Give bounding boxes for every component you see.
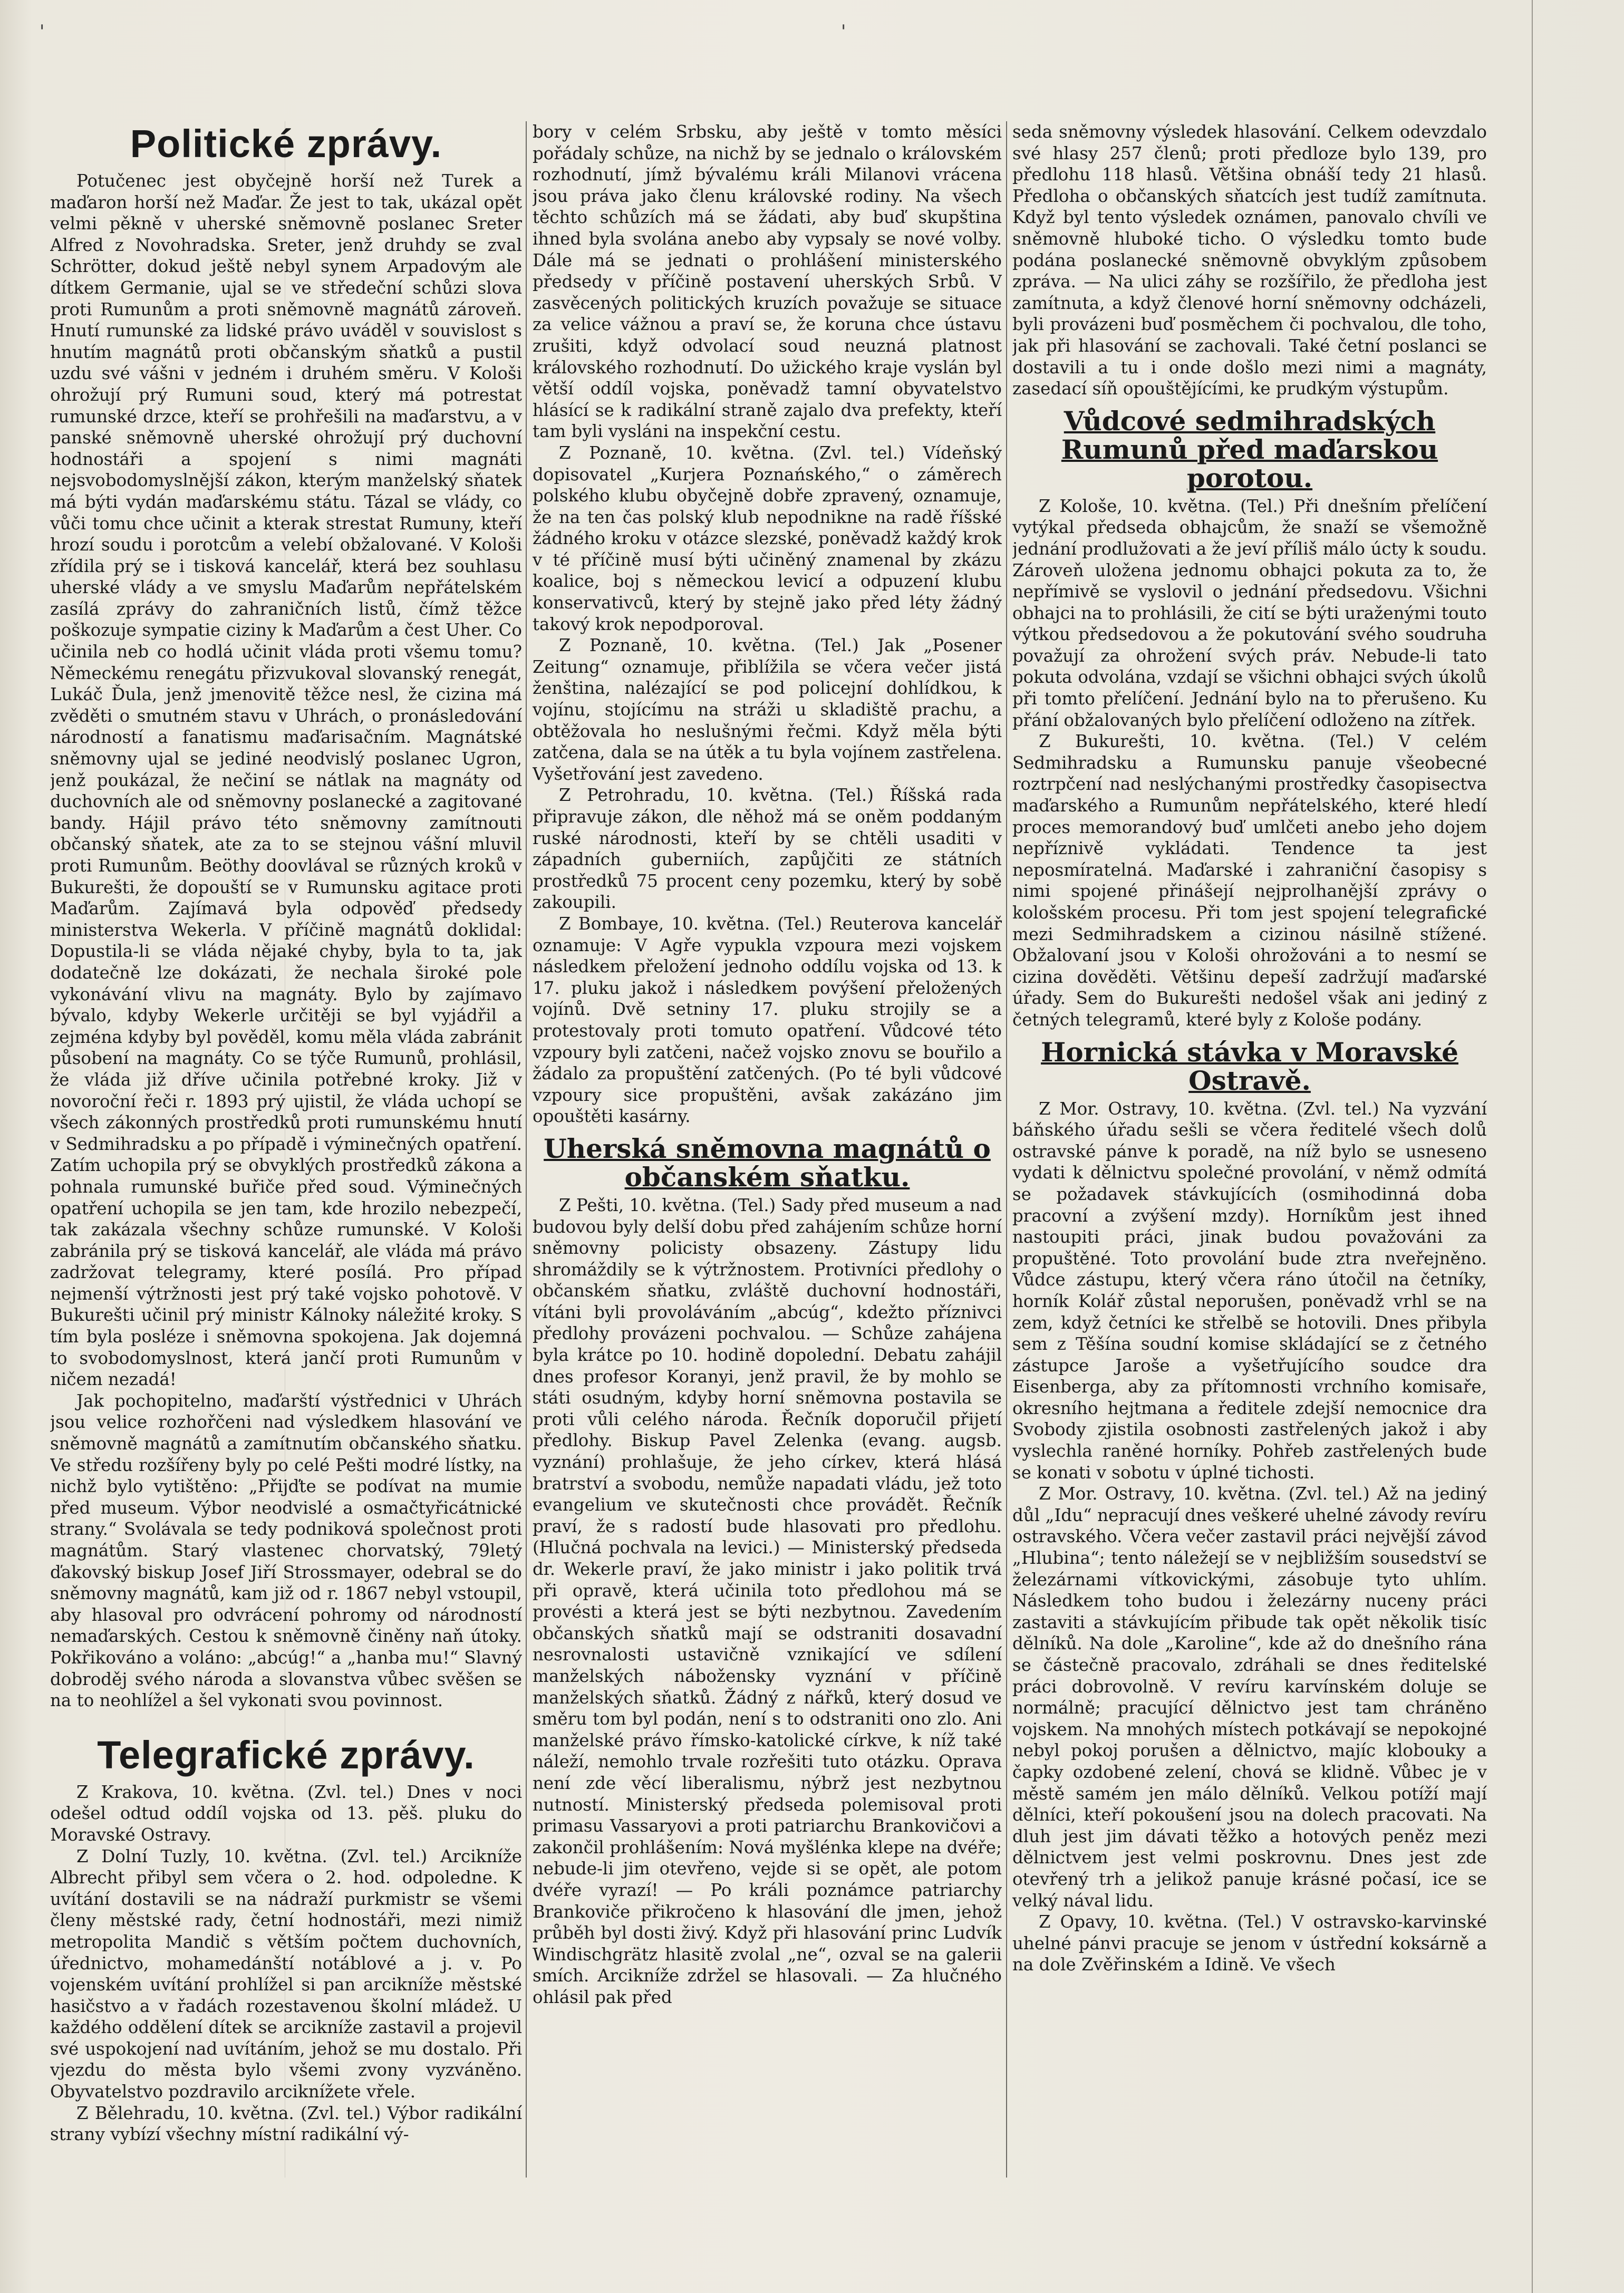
telegram-belehrad: Z Bělehradu, 10. května. (Zvl. tel.) Výbor radikální strany vybízí všechny místní radikální vý- [50,2103,522,2145]
telegram-ostrava-1: Z Mor. Ostravy, 10. května. (Zvl. tel.) Na vyzvání báňského úřadu sešli se včera ředitelé všech dolů ostravské pánve k poradě, na níž bylo se usneseno vydati k dělnictvu společné provolání, v němž odmítá se požadavek stávkujících (osmihodinná doba pracovní a zvýšení mzdy). Horníkům jest ihned nastoupiti práci, jinak budou považováni za propuštěné. Toto provolání bude ztra nveřejněno. Vůdce zástupu, který včera ráno útočil na četníky, horník Kolář zůstal neporušen, poněvadž vrhl se na zem, když četníci ke střelbě se hotovili. Dnes přibyla sem z Těšína soudní komise skládající se z četného zástupce Jaroše a vyšetřujícího soudce dra Eisenberga, aby za přítomnosti vrchního komisaře, okresního hejtmana a ředitele zdejší nemocnice dra Svobody zjistila osobnosti zastřelených jakož i aby vyslechla raněné horníky. Pohřeb zastřelených bude se konati v sobotu v úplné tichosti. [1012,1098,1487,1483]
telegram-tuzla: Z Dolní Tuzly, 10. května. (Zvl. tel.) Arcikníže Albrecht přibyl sem včera o 2. hod. odpoledne. K uvítání dostavili se na nádraží purkmistr se všemi členy městské rady, četní hodnostáři, mezi nimiž metropolita Mandič s větším počtem duchovních, úřednictvo, mohamedánští notáblové a j. v. Po vojenském uvítání prohlížel si pan arcikníže městské hasičstvo a v řadách rozestavenou školní mládež. U každého oddělení dítek se arcikníže zastavil a projevil své uspokojení nad uvítáním, jehož se mu dostalo. Při vjezdu do města bylo všemi zvony vyzváněno. Obyvatelstvo pozdravilo arciknížete vřele. [50,1846,522,2102]
telegram-bombay: Z Bombaye, 10. května. (Tel.) Reuterova kancelář oznamuje: V Agře vypukla vzpoura mezi vojskem následkem přeložení jednoho oddílu vojska od 13. k 17. pluku jakož i následkem povýšení přeložených vojínů. Dvě setniny 17. pluku strojily se a protestovaly proti tomuto opatření. Vůdcové této vzpoury byli zatčeni, načež vojsko znovu se bouřilo a žádalo za propuštění zatčených. (Po té byli vůdcové vzpoury sice propuštěni, avšak zakázáno jim opouštěti kasárny. [533,913,1002,1127]
top-mark: ' [841,21,846,42]
headline-magnates: Uherská sněmovna magnátů o občanském sňatku. [544,1133,991,1193]
telegram-bukurest: Z Bukurešti, 10. května. (Tel.) V celém Sedmihradsku a Rumunsku panuje všeobecné roztrpčení nad neslýchanými prostředky časopisectva maďarského a Rumunům nepřátelského, které hledí proces memorandový buď umlčeti anebo jeho dojem nepříznivě vykládati. Tendence ta jest neposmíratelná. Maďarské i zahraniční časopisy s nimi spojené přinášejí nejprolhanější zprávy o kološském procesu. Při tom jest spojení telegrafické mezi Sedmihradskem a cizinou násilně stížené. Obžalovaní jsou v Kološi ohrožováni a to nesmí se cizina dověděti. Většinu depeší zadržují maďarské úřady. Sem do Bukurešti nedošel však ani jediný z četných telegramů, které byly z Kološe podány. [1012,731,1487,1030]
column-2 [533,121,1002,2188]
telegram-krakov: Z Krakova, 10. května. (Zvl. tel.) Dnes v noci odešel odtud oddíl vojska od 13. pěš. pluku do Moravské Ostravy. [50,1782,522,1845]
column-1 [50,121,522,2188]
column-3 [1012,121,1487,2188]
section-title-political: Politické zprávy. [130,122,442,166]
article-paragraph: Jak pochopitelno, maďarští výstřednici v Uhrách jsou velice rozhořčeni nad výsledkem hlasování ve sněmovně magnátů a zamítnutím občanského sňatku. Ve středu rozšířeny byly po celé Pešti modré lístky, na nichž bylo vytištěno: „Přijďte se podívat na mumie před museum. Výbor neodvislé a osmačtyřicátnické strany.“ Svolávala se tedy podniková společnost proti magnátům. Starý vlastenec chorvatský, 79letý ďakovský biskup Josef Jiří Strossmayer, odebral se do sněmovny magnátů, kam již od r. 1867 nebyl vstoupil, aby hlasoval pro odvrácení pohromy od národností nemaďarských. Cestou k sněmovně činěny naň útoky. Pokřikováno a voláno: „abcúg!“ a „hanba mu!“ Slavný dobroděj svého národa a slovanstva vůbec svěšen se na to neohlížel a šel vykonati svou povinnost. [50,1390,522,1711]
headline-romanians: Vůdcové sedmihradských Rumunů před maďarskou porotou. [1061,405,1438,494]
telegram-ostrava-2: Z Mor. Ostravy, 10. května. (Zvl. tel.) Až na jediný důl „Idu“ nepracují dnes veškeré uhelné závody revíru ostravského. Včera večer zastavil práci nejvější závod „Hlubina“; tento náležejí se v nejbližším sousedství se železárnami vítkovickými, zásobuje tyto uhlím. Následkem toho budou i železárny nuceny práci zastaviti a stávkujícím přibude tak opět několik tisíc dělníků. Na dole „Karoline“, kde až do dnešního rána se částečně pracovalo, zdráhali se dnes ředitelské práci dobrovolně. V revíru karvínském doluje se normálně; pracující dělnictvo jest tam chráněno vojskem. Na mnohých místech potkávají se nepokojné nebyl pokoj porušen a dělnictvo, majíc klobouky a čapky ozdobené zelení, chová se klidně. Vůbec je v městě samém jen málo dělníků. Velkou potíží mají dělníci, kteří pokoušení jsou na dolech pracovati. Na dluh jest jim dávati těžko a hotových peněz mezi dělnictvem jest velmi poskrovnu. Dnes jest zde otevřený trh a jelikož panuje krásné počasí, ice se velký nával lidu. [1012,1484,1487,1911]
article-paragraph: Potučenec jest obyčejně horší než Turek a maďaron horší než Maďar. Že jest to tak, ukázal opět velmi pěkně v uherské sněmovně poslanec Sreter Alfred z Novohradska. Sreter, jenž druhdy se zval Schrötter, dokud ještě nebyl synem Arpadovým ale dítkem Germanie, ujal se ve středeční schůzi slova proti Rumunům a proti sněmovně magnátů zároveň. Hnutí rumunské za lidské právo uváděl v souvislost s hnutím magnátů proti občanským sňatků a pustil uzdu své vášni v jedném i druhém směru. V Kološi ohrožují prý Rumuni soud, který má potrestat rumunské drzce, kteří se prohřešili na maďarstvu, a v panské sněmovně uherské ohrožují prý duchovní hodnostáři a spojení s nimi magnáti nejsvobodomyslnější zákon, kterým manželský sňatek má býti vydán maďarskému státu. Tázal se vlády, co vůči tomu chce učinit a kterak strestat Rumuny, kteří hrozí soudu i porotcům a velebí obžalované. V Kološi zřídila prý se i tisková kancelář, která bez souhlasu uherské vlády a ve smyslu Maďarům nepřátelském zasílá zprávy do zahraničních listů, čímž těžce poškozuje sympatie ciziny k Maďarům a čest Uher. Co učinila neb co hodlá učinit vláda proti všemu tomu? Německému renegátu přizvukoval slovanský renegát, Lukáč Ďula, jenž jmenovitě těžce nesl, že cizina má zvěděti o smutném stavu v Uhrách, o pronásledování národností a fanatismu maďarisačním. Magnátské sněmovny ujal se jediné neodvislý poslanec Ugron, jenž poukázal, že nečiní se nátlak na magnáty od duchovních ale od sněmovny poslanecké a zagitované bandy. Hájil právo této sněmovny zamítnouti občanský sňatek, ate za to se stejnou vášní mluvil proti Rumunům. Beöthy doovlával se různých kroků v Bukurešti, že dopouští se v Rumunsku agitace proti Maďarům. Zajímavá byla odpověď předsedy ministerstva Wekerla. V příčině magnátů doklidal: Dopustila-li se vláda nějaké chyby, byla to ta, jak dodatečně lze dokázati, že nechala široké pole vykonávání vlivu na magnáty. Bylo by zajímavo bývalo, kdyby Wekerle určitěji se byl vyjádřil a zejména kdyby byl pověděl, komu měla vláda zabránit působení na magnáty. Co se týče Rumunů, prohlásil, že vláda již dříve učinila potřebné kroky. Již v novoroční řeči r. 1893 prý ujistil, že vláda uchopí se všech zákonných prostředků proti rumunskému hnutí v Sedmihradsku a po případě i výminečných opatření. Zatím uchopila prý se obvyklých prostředků zákona a pohnala rumunské buřiče před soud. Výminečných opatření uchopila se jen tam, kde hrozilo nebezpečí, tak zakázala všechny schůze rumunské. V Kološi zabránila prý se tisková kancelář, ale vláda má právo zadržovat telegramy, které posílá. Pro případ nejmenší výtržnosti jest prý také vojsko pohotově. V Bukurešti učinil prý ministr Kálnoky náležité kroky. S tím byla posléze i sněmovna spokojena. Jak dojemná to svobodomyslnost, která jančí proti Rumunům v ničem nezadá! [50,171,522,1390]
page-edge [1532,0,1533,2293]
column-rule-2 [1006,121,1007,2178]
column-rule-1 [526,121,527,2178]
corner-mark: ' [40,21,45,42]
section-title-telegraphic: Telegrafické zprávy. [97,1733,475,1777]
telegram-opava: Z Opavy, 10. května. (Tel.) V ostravsko-karvinské uhelné pánvi pracuje se jenom v ústřední koksárně a na dole Zvěřinském a Idině. Ve všech [1012,1912,1487,1975]
telegram-poznan-2: Z Poznaně, 10. května. (Tel.) Jak „Posener Zeitung“ oznamuje, přiblížila se včera večer jistá ženština, nalézající se pod policejní dohlídkou, k vojínu, stojícímu na stráži u skladiště prachu, a obtěžovala ho neslušnými řečmi. Když měla býti zatčena, dala se na útěk a tu byla vojínem zastřelena. Vyšetřování jest zavedeno. [533,635,1002,784]
headline-strike: Hornická stávka v Moravské Ostravě. [1041,1036,1458,1096]
telegram-petrohrad: Z Petrohradu, 10. května. (Tel.) Říšská rada připravuje zákon, dle něhož má se oněm poddaným ruské národnosti, kteří by se chtěli usaditi v západních guberniích, zapůjčiti ze státních prostředků 75 procent ceny pozemku, který by sobě zakoupili. [533,785,1002,913]
telegram-kolos: Z Kološe, 10. května. (Tel.) Při dnešním přelíčení vytýkal předseda obhajcům, že snaží se všemožně jednání prodlužovati a že jeví příliš málo úcty k soudu. Zároveň uložena jednomu obhajci pokuta za to, že nepřímivě se vyslovil o jednání předsedovu. Všichni obhajci na to prohlásili, že cití se býti uraženými touto výtkou předsedovou a že pokutování svého soudruha považují za ohrožení svých práv. Nebude-li tato pokuta odvolána, vzdají se všichni obhajci svých úkolů při tomto přelíčení. Jednání bylo na to přerušeno. Ku přání obžalovaných bylo přelíčení odloženo na zítřek. [1012,496,1487,730]
article-paragraph: bory v celém Srbsku, aby ještě v tomto měsíci pořádaly schůze, na nichž by se jednalo o královském rozhodnutí, jímž bývalému králi Milanovi vrácena jsou práva jako členu královské rodiny. Na všech těchto schůzích má se žádati, aby buď skupština ihned byla svolána anebo aby vypsaly se nové volby. Dále má se jednati o prohlášení ministerského předsedy v příčině postavení uherských Srbů. V zasvěcených politických kruzích považuje se situace za velice vážnou a praví se, že koruna chce ústavu zrušiti, když odvolací soud neuzná platnost královského rozhodnutí. Do užického kraje vyslán byl větší oddíl vojska, poněvadž tamní obyvatelstvo hlásící se k radikální straně zajalo dva prefekty, kteří tam byli vysláni na inspekční cestu. [533,122,1002,442]
telegram-pest: Z Pešti, 10. května. (Tel.) Sady před museum a nad budovou byly delší dobu před zahájením schůze horní sněmovny policisty obsazeny. Zástupy lidu shromáždily se k výtržnostem. Protivníci předlohy o občanském sňatku, zvláště duchovní hodnostáři, vítáni byli provoláváním „abcúg“, kdežto příznivci předlohy provázeni pochvalou. — Schůze zahájena byla krátce po 10. hodině dopolední. Debatu zahájil dnes profesor Koranyi, jenž pravil, že by mohlo se státi osudným, kdyby horní sněmovna postavila se proti vůli celého národa. Řečník doporučil přijetí předlohy. Biskup Pavel Zelenka (evang. augsb. vyznání) prohlašuje, že jeho církev, která hlásá bratrství a svobodu, nemůže napadati vládu, jež toto evangelium ve skutečnosti chce provádět. Řečník praví, že s radostí bude hlasovati pro předlohu. (Hlučná pochvala na levici.) — Ministerský předseda dr. Wekerle praví, že jako ministr i jako politik trvá při opravě, která učinila toto předlohou má se provésti a která jest se býti nezbytnou. Zavedením občanských sňatků mají se odstraniti dosavadní nesrovnalosti ustavičně vznikající ve sdílení manželských nábožensky vyznání v příčině manželských sňatků. Žádný z nářků, který dosud ve směru tom byl podán, není s to odstraniti ono zlo. Ani manželské právo římsko-katolické církve, k níž také náleží, nemohlo trvale rozřešiti tuto otázku. Oprava není zde věcí liberalismu, nýbrž jest nezbytnou nutností. Ministerský předseda polemisoval proti primasu Vassaryovi a proti patriarchu Brankovičovi a zakončil prohlášením: Nová myšlénka klepe na dvéře; nebude-li jim otevřeno, vejde si se opět, ale potom dvéře vyrazí! — Po králi poznámce patriarchy Brankoviče přikročeno k hlasování dle jmen, jehož průběh byl dosti živý. Když při hlasování princ Ludvík Windischgrätz hlasitě zvolal „ne“, ozval se na galerii smích. Arcikníže zdržel se hlasovali. — Za hlučného ohlásil pak před [533,1195,1002,2007]
article-paragraph: seda sněmovny výsledek hlasování. Celkem odevzdalo své hlasy 257 členů; proti předloze bylo 139, pro předlohu 118 hlasů. Většina obnáší tedy 21 hlasů. Předloha o občanských sňatcích jest tudíž zamítnuta. Když byl tento výsledek oznámen, panovalo chvíli ve sněmovně hluboké ticho. O výsledku tomto bude podána poslanecké sněmovně obvyklým způsobem zpráva. — Na ulici záhy se rozšířilo, že předloha jest zamítnuta, a když členové horní sněmovny odcházeli, byli provázeni buď posměchem či pochvalou, dle toho, jak při hlasování se zachovali. Také četní poslanci se dostavili a tu i onde došlo mezi nimi a magnáty, zasedací síň opouštějícími, ke prudkým výstupům. [1012,122,1487,399]
telegram-poznan-1: Z Poznaně, 10. května. (Zvl. tel.) Vídeňský dopisovatel „Kurjera Poznańského,“ o záměrech polského klubu obyčejně dobře zpravený, oznamuje, že na ten čas polský klub nepodnikne na radě říšské žádného kroku v otázce slezské, poněvadž každý krok v té příčině musí býti učiněný znamenal by zkázu koalice, boj s německou levicí a odpuzení klubu konservativců, který by stejně jako před léty žádný takový krok nepodporoval. [533,442,1002,634]
